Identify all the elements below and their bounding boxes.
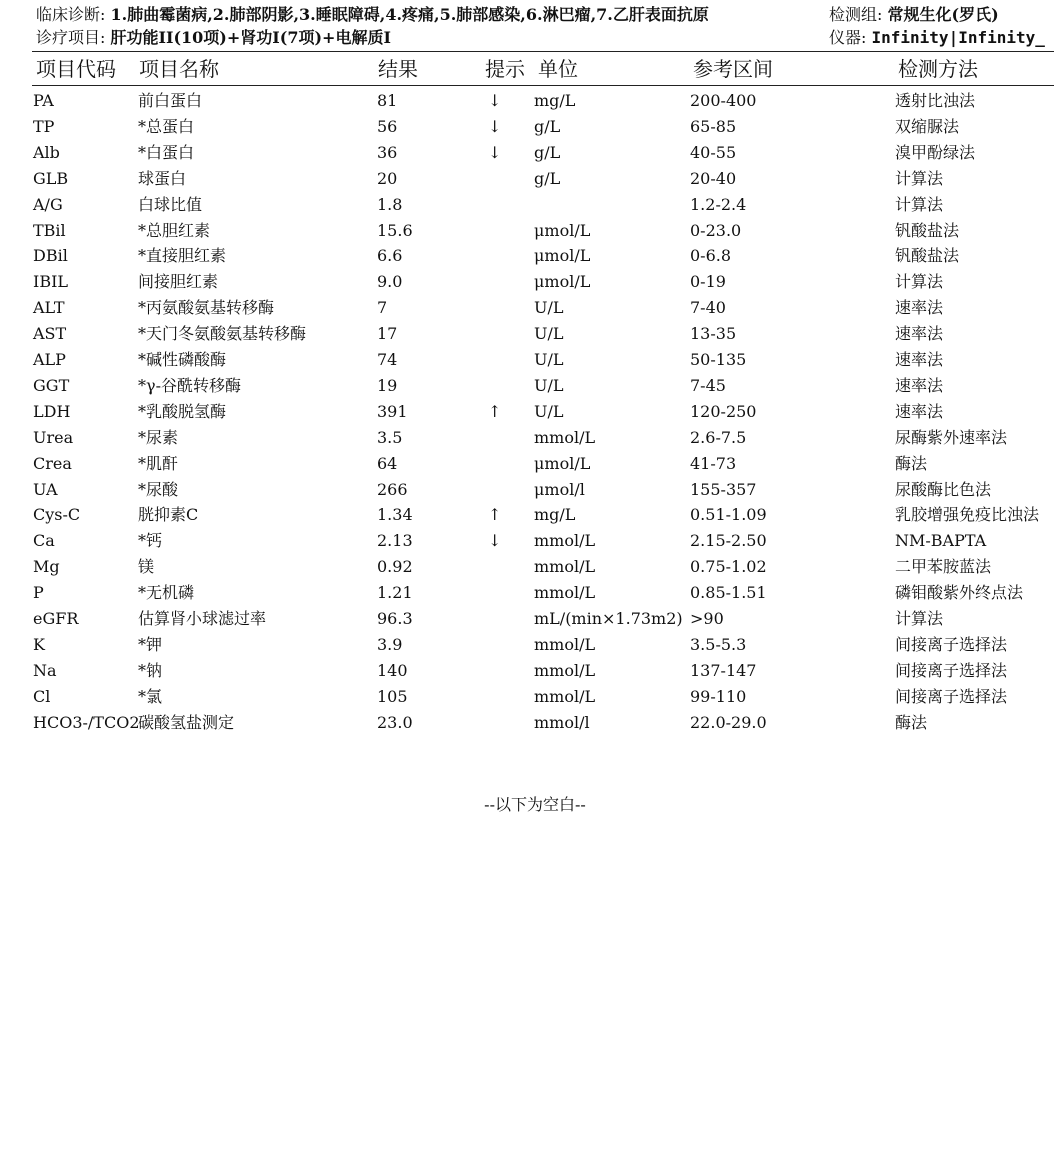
cell-result: 17 <box>377 324 398 344</box>
cell-code: DBil <box>33 246 68 266</box>
cell-unit: mL/(min×1.73m2) <box>534 609 683 628</box>
instrument-value: Infinity|Infinity_ <box>871 28 1045 47</box>
group-value: 常规生化(罗氏) <box>887 5 999 24</box>
cell-result: 36 <box>377 142 398 162</box>
cell-result: 140 <box>377 660 408 680</box>
cell-flag: ↑ <box>488 505 502 525</box>
cell-method: 溴甲酚绿法 <box>895 142 976 162</box>
cell-code: K <box>33 634 45 654</box>
cell-unit: mmol/L <box>534 531 596 551</box>
cell-ref: 2.15-2.50 <box>690 531 767 551</box>
col-header-ref: 参考区间 <box>693 57 773 81</box>
table-row <box>0 632 1059 658</box>
cell-code: LDH <box>33 401 71 421</box>
cell-ref: 7-40 <box>690 298 726 318</box>
table-row <box>0 166 1059 192</box>
cell-name: 碳酸氢盐测定 <box>138 712 235 732</box>
cell-name: *γ-谷酰转移酶 <box>138 375 241 395</box>
cell-name: *肌酐 <box>138 453 179 473</box>
cell-unit: U/L <box>534 401 564 421</box>
col-header-method: 检测方法 <box>898 57 978 81</box>
instrument-label: 仪器: <box>829 28 867 47</box>
items-value: 肝功能II(10项)+肾功I(7项)+电解质I <box>110 28 391 47</box>
blank-below-note: --以下为空白-- <box>484 795 586 814</box>
table-row <box>0 218 1059 244</box>
table-row <box>0 88 1059 114</box>
cell-unit: mmol/L <box>534 660 596 680</box>
cell-name: 估算肾小球滤过率 <box>138 609 267 628</box>
table-row <box>0 399 1059 425</box>
cell-ref: 50-135 <box>690 350 747 369</box>
table-row <box>0 373 1059 399</box>
cell-ref: 0.75-1.02 <box>690 557 767 577</box>
cell-ref: 0.85-1.51 <box>690 583 767 603</box>
cell-result: 266 <box>377 479 408 499</box>
cell-method: 间接离子选择法 <box>895 634 1008 654</box>
cell-code: Alb <box>33 142 60 162</box>
cell-ref: 155-357 <box>690 479 757 499</box>
cell-flag: ↑ <box>488 401 502 421</box>
cell-method: 速率法 <box>895 401 944 421</box>
cell-code: UA <box>33 479 58 499</box>
cell-method: 磷钼酸紫外终点法 <box>895 583 1024 603</box>
cell-code: GGT <box>33 375 70 395</box>
cell-code: Cys-C <box>33 505 81 525</box>
cell-name: *尿酸 <box>138 479 179 499</box>
cell-method: 酶法 <box>895 712 928 732</box>
table-row <box>0 243 1059 269</box>
cell-method: 二甲苯胺蓝法 <box>895 557 992 577</box>
cell-method: 钒酸盐法 <box>895 220 960 240</box>
group-label: 检测组: <box>829 5 883 24</box>
col-header-result: 结果 <box>378 57 418 81</box>
cell-name: *钙 <box>138 531 163 551</box>
cell-code: Crea <box>33 453 72 473</box>
cell-name: *直接胆红素 <box>138 246 227 266</box>
cell-method: 计算法 <box>895 168 944 188</box>
cell-unit: mmol/L <box>534 634 596 654</box>
table-row <box>0 684 1059 710</box>
cell-result: 15.6 <box>377 220 413 240</box>
cell-unit: μmol/L <box>534 246 591 266</box>
cell-ref: 41-73 <box>690 453 737 473</box>
table-row <box>0 114 1059 140</box>
cell-name: *总胆红素 <box>138 220 211 240</box>
cell-code: Urea <box>33 427 74 447</box>
cell-code: PA <box>33 91 54 110</box>
cell-flag: ↓ <box>488 116 502 136</box>
cell-code: TP <box>33 116 55 136</box>
cell-unit: mg/L <box>534 505 576 525</box>
cell-code: ALP <box>33 350 66 369</box>
col-header-code: 项目代码 <box>36 57 116 81</box>
cell-method: 速率法 <box>895 350 944 369</box>
table-row <box>0 554 1059 580</box>
cell-unit: μmol/L <box>534 220 591 240</box>
col-header-unit: 单位 <box>538 57 578 81</box>
table-row <box>0 658 1059 684</box>
cell-flag: ↓ <box>488 142 502 162</box>
diagnosis-label: 临床诊断: <box>36 5 106 24</box>
cell-result: 20 <box>377 168 398 188</box>
cell-unit: μmol/l <box>534 479 585 499</box>
cell-code: P <box>33 583 44 603</box>
cell-method: 尿酸酶比色法 <box>895 479 992 499</box>
table-row <box>0 580 1059 606</box>
cell-unit: g/L <box>534 116 561 136</box>
cell-unit: μmol/L <box>534 272 591 292</box>
col-header-name: 项目名称 <box>139 57 219 81</box>
table-row <box>0 606 1059 632</box>
cell-ref: 3.5-5.3 <box>690 634 747 654</box>
cell-name: *尿素 <box>138 427 179 447</box>
cell-name: *总蛋白 <box>138 116 195 136</box>
table-row <box>0 528 1059 554</box>
cell-result: 1.8 <box>377 194 403 214</box>
cell-result: 19 <box>377 375 398 395</box>
cell-result: 3.9 <box>377 634 403 654</box>
cell-result: 64 <box>377 453 398 473</box>
col-header-flag: 提示 <box>485 57 525 81</box>
cell-name: 胱抑素C <box>138 505 199 525</box>
test-group-line <box>829 5 999 25</box>
cell-method: 计算法 <box>895 272 944 292</box>
cell-ref: 99-110 <box>690 686 747 706</box>
cell-ref: >90 <box>690 609 724 628</box>
cell-result: 1.21 <box>377 583 413 603</box>
cell-code: ALT <box>33 298 65 318</box>
cell-name: *丙氨酸氨基转移酶 <box>138 298 275 318</box>
cell-method: 计算法 <box>895 609 944 628</box>
cell-code: Mg <box>33 557 60 577</box>
cell-unit: U/L <box>534 350 564 369</box>
cell-unit: mmol/L <box>534 583 596 603</box>
cell-ref: 0-6.8 <box>690 246 732 266</box>
cell-name: *钾 <box>138 634 163 654</box>
table-row <box>0 140 1059 166</box>
table-row <box>0 347 1059 373</box>
cell-name: 间接胆红素 <box>138 272 219 292</box>
cell-ref: 40-55 <box>690 142 737 162</box>
cell-method: 钒酸盐法 <box>895 246 960 266</box>
cell-ref: 0.51-1.09 <box>690 505 767 525</box>
cell-ref: 1.2-2.4 <box>690 194 747 214</box>
cell-name: *碱性磷酸酶 <box>138 350 227 369</box>
cell-unit: mmol/L <box>534 686 596 706</box>
cell-method: 乳胶增强免疫比浊法 <box>895 505 1040 525</box>
diagnosis-value: 1.肺曲霉菌病,2.肺部阴影,3.睡眠障碍,4.疼痛,5.肺部感染,6.淋巴瘤,7.乙肝表面抗原 <box>110 5 709 24</box>
cell-result: 3.5 <box>377 427 403 447</box>
cell-ref: 0-19 <box>690 272 726 292</box>
cell-result: 9.0 <box>377 272 403 292</box>
cell-name: *白蛋白 <box>138 142 195 162</box>
test-items-line <box>36 28 391 48</box>
cell-unit: g/L <box>534 168 561 188</box>
cell-flag: ↓ <box>488 531 502 551</box>
cell-code: TBil <box>33 220 66 240</box>
cell-unit: U/L <box>534 298 564 318</box>
cell-ref: 120-250 <box>690 401 757 421</box>
table-row <box>0 502 1059 528</box>
cell-name: *氯 <box>138 686 163 706</box>
cell-unit: U/L <box>534 375 564 395</box>
cell-ref: 20-40 <box>690 168 737 188</box>
cell-code: AST <box>33 324 67 344</box>
cell-result: 1.34 <box>377 505 413 525</box>
cell-result: 7 <box>377 298 388 318</box>
table-row <box>0 451 1059 477</box>
cell-code: eGFR <box>33 609 79 628</box>
cell-ref: 0-23.0 <box>690 220 742 240</box>
cell-method: 间接离子选择法 <box>895 686 1008 706</box>
cell-ref: 65-85 <box>690 116 737 136</box>
table-row <box>0 295 1059 321</box>
cell-name: *天门冬氨酸氨基转移酶 <box>138 324 307 344</box>
table-row <box>0 477 1059 503</box>
instrument-line <box>829 28 1045 48</box>
cell-code: A/G <box>33 194 63 214</box>
cell-name: *钠 <box>138 660 163 680</box>
cell-result: 105 <box>377 686 408 706</box>
cell-name: *乳酸脱氢酶 <box>138 401 227 421</box>
cell-name: 镁 <box>138 557 155 577</box>
cell-method: 间接离子选择法 <box>895 660 1008 680</box>
table-row <box>0 425 1059 451</box>
cell-code: Cl <box>33 686 51 706</box>
cell-unit: mg/L <box>534 91 576 110</box>
table-row <box>0 710 1059 736</box>
cell-ref: 13-35 <box>690 324 737 344</box>
cell-ref: 200-400 <box>690 91 757 110</box>
cell-result: 56 <box>377 116 398 136</box>
cell-unit: g/L <box>534 142 561 162</box>
cell-name: 前白蛋白 <box>138 91 203 110</box>
cell-ref: 137-147 <box>690 660 757 680</box>
header-bottom-rule <box>32 85 1054 86</box>
items-label: 诊疗项目: <box>36 28 106 47</box>
cell-name: 球蛋白 <box>138 168 187 188</box>
cell-code: IBIL <box>33 272 69 292</box>
cell-method: 透射比浊法 <box>895 91 976 110</box>
cell-result: 391 <box>377 401 408 421</box>
table-row <box>0 269 1059 295</box>
clinical-diagnosis-line <box>36 5 709 25</box>
cell-unit: mmol/L <box>534 427 596 447</box>
cell-code: Na <box>33 660 57 680</box>
cell-method: 计算法 <box>895 194 944 214</box>
cell-result: 96.3 <box>377 609 413 628</box>
table-row <box>0 321 1059 347</box>
cell-method: 尿酶紫外速率法 <box>895 427 1008 447</box>
cell-ref: 2.6-7.5 <box>690 427 747 447</box>
cell-code: HCO3-/TCO2 <box>33 712 140 732</box>
cell-name: 白球比值 <box>138 194 203 214</box>
cell-unit: U/L <box>534 324 564 344</box>
cell-unit: mmol/L <box>534 557 596 577</box>
cell-result: 2.13 <box>377 531 413 551</box>
cell-ref: 22.0-29.0 <box>690 712 767 732</box>
cell-method: 酶法 <box>895 453 928 473</box>
cell-method: NM-BAPTA <box>895 531 987 551</box>
cell-result: 0.92 <box>377 557 413 577</box>
cell-code: Ca <box>33 531 55 551</box>
cell-unit: μmol/L <box>534 453 591 473</box>
cell-code: GLB <box>33 168 69 188</box>
cell-flag: ↓ <box>488 91 502 110</box>
cell-result: 6.6 <box>377 246 403 266</box>
cell-method: 速率法 <box>895 375 944 395</box>
header-top-rule <box>32 51 1054 52</box>
cell-result: 74 <box>377 350 398 369</box>
cell-method: 速率法 <box>895 324 944 344</box>
cell-result: 81 <box>377 91 398 110</box>
cell-name: *无机磷 <box>138 583 195 603</box>
cell-method: 双缩脲法 <box>895 116 960 136</box>
cell-method: 速率法 <box>895 298 944 318</box>
table-row <box>0 192 1059 218</box>
cell-unit: mmol/l <box>534 712 590 732</box>
cell-ref: 7-45 <box>690 375 726 395</box>
cell-result: 23.0 <box>377 712 413 732</box>
